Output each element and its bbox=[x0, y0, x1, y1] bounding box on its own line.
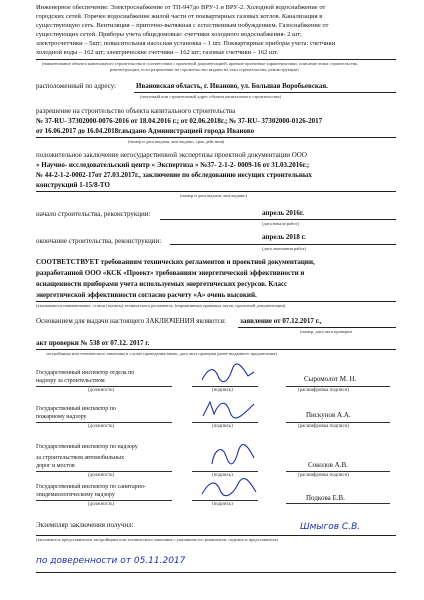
signatory-2-sign-caption: (подпись) bbox=[212, 424, 233, 429]
conformity-line-1: СООТВЕТСТВУЕТ требованиям технических регламентов и проектной документации, bbox=[36, 258, 315, 266]
header-line-4: существующих сетей. Приборы учета общедомовые: счетчики холодного водоснабжения- 2 шт; bbox=[36, 31, 302, 38]
conformity-line-4: энергетической эффективности согласно расчету «А» очень высокий. bbox=[36, 291, 257, 299]
signatory-3-role: (должность) bbox=[88, 473, 115, 478]
grounds-caption-2: застройщика или технического заказчика в случае проведения вновь, дата акта проверки ранее выданного предписания) bbox=[46, 351, 277, 356]
signatory-1-role: (должность) bbox=[88, 388, 115, 393]
address-value: Ивановская область, г. Иваново, ул. Большая Воробьевская. bbox=[136, 82, 328, 90]
signatory-4-role: (должность) bbox=[88, 502, 115, 507]
grounds-text: Основанием для выдачи настоящего ЗАКЛЮЧЕНИЯ являются: bbox=[36, 317, 226, 325]
address-prefix: расположенный по адресу: bbox=[36, 82, 117, 90]
header-line-2: городских сетей. Горячее водоснабжение жилой части от поквартирных газовых котлов. Канализация в bbox=[36, 13, 323, 20]
signatory-1-name-caption: (расшифровка подписи) bbox=[298, 388, 350, 393]
signatory-3-title-line-1: Государственный инспектор по надзору bbox=[36, 444, 138, 450]
signatory-2-signature bbox=[200, 396, 258, 422]
header-caption-2: реконструкции, если разрешение на строительство выдано на этап строительства, реконструкции) bbox=[110, 67, 299, 72]
conformity-line-3: оснащенности приборами учета используемых энергетических ресурсов. Класс bbox=[36, 280, 288, 288]
signatory-2-name-caption: (расшифровка подписи) bbox=[298, 424, 350, 429]
permit-line-2: от 16.06.2017 до 16.04.2018г.выдано Администрацией города Иваново bbox=[36, 127, 255, 135]
grounds-value: заявление от 07.12.2017 г., bbox=[240, 317, 322, 325]
signatory-3-sign-caption: (подпись) bbox=[212, 473, 233, 478]
signatory-1-name: Сыромолот М. Н. bbox=[304, 375, 357, 383]
signatory-1-signature bbox=[198, 362, 258, 386]
signatory-4-sign-caption: (подпись) bbox=[212, 502, 233, 507]
header-line-1: Инженерное обеспечение: Электроснабжение от ТП-947до ВРУ-1 и ВРУ-2. Холодной водоснабжение от bbox=[36, 4, 326, 11]
receipt-handwriting-left: по доверенности от 05.11.2017 bbox=[36, 556, 186, 566]
header-line-3: существующую сеть. Вентиляция – приточно-вытяжная с естественным побуждением. Газоснабжение от bbox=[36, 22, 329, 29]
permit-caption: (номер и дата выдачи, кем выдано, срок действия) bbox=[128, 139, 225, 144]
signatory-2-title-line-2: пожарному надзору bbox=[36, 414, 87, 420]
signatory-1-title-line-1: Государственный инспектор отдела по bbox=[36, 370, 135, 376]
expertise-line-4: конструкций 1-15/8-ТО bbox=[36, 181, 110, 189]
conformity-caption: (указываются наименование, статьи (пункты) технического регламента, (нормативных правовых актов, проектной документации) bbox=[36, 303, 286, 308]
header-line-6: холодной воды – 162 шт; электрические счетчики – 162 шт; газовые счетчики – 162 шт. bbox=[36, 49, 278, 56]
signatory-3-title-line-2: за строительством автомобильных bbox=[36, 455, 125, 461]
permit-line-1: № 37-RU- 37302000-0076-2016 от 18.04.2016 г.; от 02.06.2018г.; № 37-RU- 37302000-0126-2017 bbox=[36, 117, 323, 125]
expertise-line-2: « Научно- исследовательский центр « Экспертиза » №37- 2-1-2- 0009-16 от 31.03.2016г.; bbox=[36, 161, 310, 169]
construction-end-caption: (дата окончания работ) bbox=[262, 246, 307, 251]
address-caption: (почтовый или строительный адрес объекта капитального строительства) bbox=[140, 94, 281, 99]
signatory-2-name: Пискунов А.А. bbox=[306, 411, 351, 419]
permit-lead: разрешение на строительство объекта капитального строительства bbox=[36, 107, 236, 115]
signatory-4-title-line-2: эпидемиологическому надзору bbox=[36, 492, 115, 498]
construction-start-value: апрель 2016г. bbox=[262, 209, 304, 217]
grounds-act: акт проверки № 538 от 07.12. 2017 г. bbox=[36, 339, 150, 347]
header-line-5: электросчетчики – 5шт; повысительная насосная установка – 1 шт. Поквартирные приборы учета: счетчики bbox=[36, 40, 336, 47]
signatory-4-signature bbox=[198, 476, 260, 500]
signatory-3-signature bbox=[206, 440, 258, 470]
construction-end-value: апрель 2018 г. bbox=[262, 233, 306, 241]
receipt-text: Экземпляр заключения получил: bbox=[36, 521, 134, 529]
signatory-4-name: Подкова Е.В. bbox=[306, 494, 345, 502]
construction-end-label: окончание строительства, реконструкции: bbox=[36, 237, 162, 245]
signatory-3-name-caption: (расшифровка подписи) bbox=[298, 473, 350, 478]
header-caption-1: (наименование объекта капитального строительства в соответствии с проектной документацией, краткие проектные характеристики, описание этапа строительства, bbox=[42, 61, 358, 66]
grounds-caption: (номер, дата акта проверки bbox=[300, 329, 352, 334]
signatory-2-title-line-1: Государственный инспектор по bbox=[36, 406, 116, 412]
expertise-caption: (номер и дата выдачи, кем выдано) bbox=[180, 193, 247, 198]
construction-start-label: начало строительства, реконструкции: bbox=[36, 210, 151, 218]
signatory-3-name: Соколов А.В. bbox=[308, 461, 348, 469]
expertise-line-3: № 44-2-1-2-0002-17от 27.03.2017г., заключение по обследованию несущих строительных bbox=[36, 171, 312, 179]
signatory-1-title-line-2: надзору за строительством bbox=[36, 378, 105, 384]
signatory-2-role: (должность) bbox=[88, 424, 115, 429]
construction-start-caption: (дата начала работ) bbox=[262, 221, 299, 226]
signatory-4-title-line-1: Государственный инспектор по санитарно- bbox=[36, 484, 146, 490]
signatory-3-title-line-3: дорог и мостов bbox=[36, 463, 75, 469]
receipt-handwriting-right: Шмыгов С.В. bbox=[300, 522, 361, 532]
signatory-1-sign-caption: (подпись) bbox=[212, 388, 233, 393]
expertise-line-1: положительное заключение негосударственной экспертизы проектной документации ООО bbox=[36, 151, 307, 159]
receipt-caption: (заполняется представителем застройщика или технического заказчика с указанием его реквизитов, подпись и представителя) bbox=[36, 537, 278, 542]
conformity-line-2: разработанной ООО «КСК «Проект» требованиям энергетической эффективности и bbox=[36, 269, 305, 277]
